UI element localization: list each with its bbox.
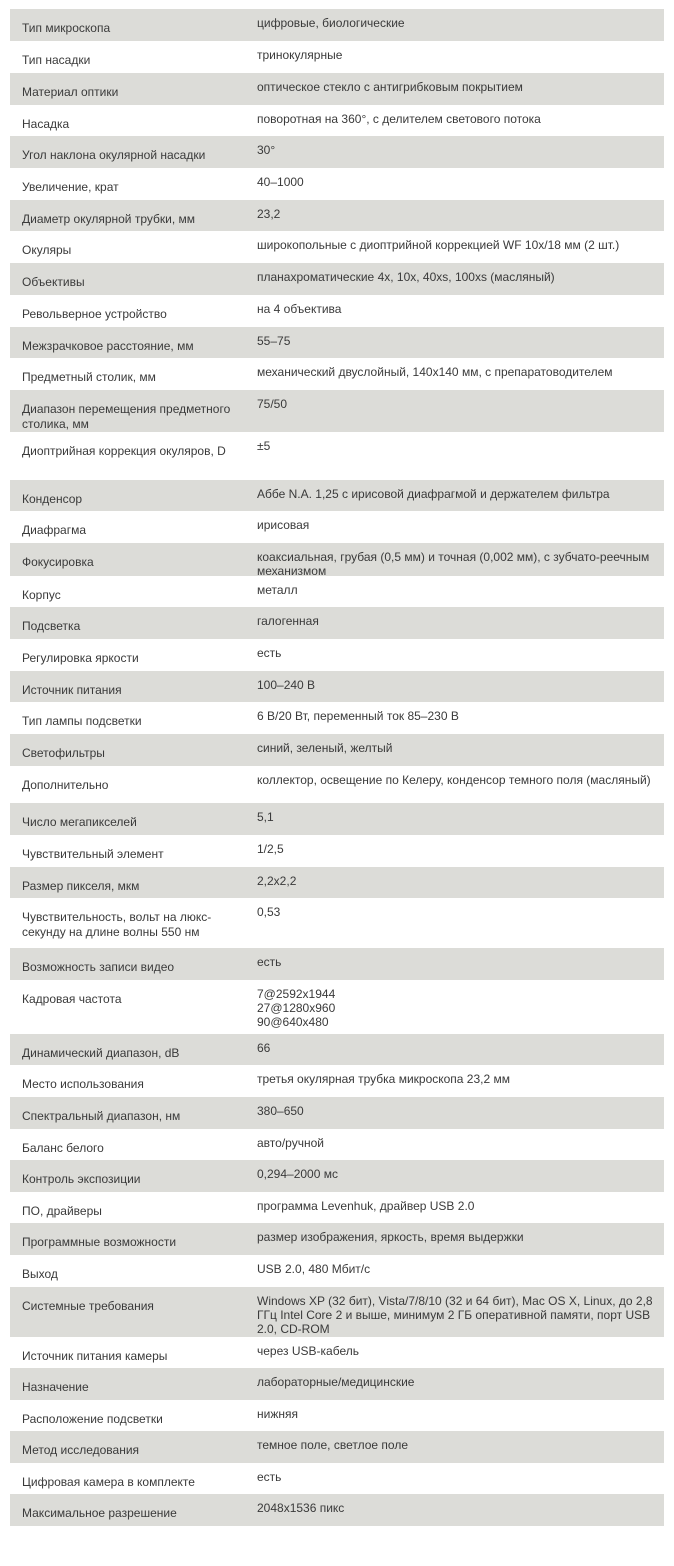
spec-label: Тип лампы подсветки — [22, 714, 142, 728]
spec-label: Контроль экспозиции — [22, 1172, 141, 1186]
spec-row — [10, 1431, 664, 1463]
spec-row — [10, 1287, 664, 1337]
spec-value: через USB-кабель — [257, 1344, 359, 1358]
specs-table — [10, 9, 664, 1526]
spec-value: третья окулярная трубка микроскопа 23,2 мм — [257, 1072, 510, 1086]
spec-row — [10, 136, 664, 168]
spec-value: Аббе N.A. 1,25 с ирисовой диафрагмой и держателем фильтра — [257, 487, 610, 501]
spec-label: Диоптрийная коррекция окуляров, D — [22, 444, 226, 458]
spec-row — [10, 295, 664, 327]
spec-label: Источник питания — [22, 683, 122, 697]
spec-row — [10, 1192, 664, 1223]
spec-label: Регулировка яркости — [22, 651, 139, 665]
spec-value: 7@2592x1944 27@1280x960 90@640x480 — [257, 987, 336, 1029]
spec-row — [10, 1129, 664, 1160]
spec-label: Возможность записи видео — [22, 960, 175, 974]
spec-label: Подсветка — [22, 619, 81, 633]
spec-row — [10, 1463, 664, 1494]
spec-row — [10, 358, 664, 390]
spec-value: 30° — [257, 143, 276, 157]
spec-row — [10, 263, 664, 295]
spec-label: Объективы — [22, 275, 85, 289]
spec-row — [10, 702, 664, 734]
spec-row — [10, 948, 664, 980]
spec-value: 5,1 — [257, 810, 274, 824]
spec-value: есть — [257, 646, 282, 660]
spec-label: Максимальное разрешение — [22, 1506, 177, 1520]
spec-label: Дополнительно — [22, 778, 109, 792]
spec-value: USB 2.0, 480 Мбит/с — [257, 1262, 371, 1276]
spec-label: Источник питания камеры — [22, 1349, 168, 1363]
spec-row — [10, 390, 664, 432]
spec-label: Угол наклона окулярной насадки — [22, 148, 206, 162]
spec-value: ирисовая — [257, 518, 310, 532]
spec-row — [10, 1097, 664, 1129]
spec-row — [10, 766, 664, 803]
spec-label: Предметный столик, мм — [22, 370, 156, 384]
spec-value: 6 В/20 Вт, переменный ток 85–230 В — [257, 709, 459, 723]
spec-label: Чувствительность, вольт на люкс-секунду на длине волны 550 нм — [22, 910, 212, 939]
spec-value: широкопольные с диоптрийной коррекцией WF 10x/18 мм (2 шт.) — [257, 238, 620, 252]
spec-value: 23,2 — [257, 207, 281, 221]
spec-row — [10, 105, 664, 136]
spec-row — [10, 898, 664, 948]
spec-value: есть — [257, 955, 282, 969]
spec-value: лабораторные/медицинские — [257, 1375, 415, 1389]
spec-row — [10, 511, 664, 543]
spec-value: есть — [257, 1470, 282, 1484]
spec-row — [10, 835, 664, 867]
spec-row — [10, 671, 664, 702]
spec-row — [10, 1368, 664, 1400]
spec-row — [10, 576, 664, 607]
spec-value: 2048x1536 пикс — [257, 1501, 345, 1515]
spec-label: Размер пикселя, мкм — [22, 879, 140, 893]
spec-row — [10, 432, 664, 480]
spec-row — [10, 168, 664, 200]
spec-label: Расположение подсветки — [22, 1412, 163, 1426]
spec-value: 0,294–2000 мс — [257, 1167, 338, 1181]
spec-label: Кадровая частота — [22, 992, 122, 1006]
spec-row — [10, 1337, 664, 1368]
spec-label: Межзрачковое расстояние, мм — [22, 339, 194, 353]
spec-value: коаксиальная, грубая (0,5 мм) и точная (0,002 мм), с зубчато-реечным механизмом — [257, 550, 650, 578]
spec-label: Диапазон перемещения предметного столика, мм — [22, 402, 231, 431]
spec-value: 75/50 — [257, 397, 288, 411]
spec-value: синий, зеленый, желтый — [257, 741, 393, 755]
spec-row — [10, 327, 664, 358]
spec-label: Метод исследования — [22, 1443, 140, 1457]
spec-label: Число мегапикселей — [22, 815, 137, 829]
spec-row — [10, 480, 664, 511]
spec-label: Диаметр окулярной трубки, мм — [22, 212, 196, 226]
spec-label: Тип микроскопа — [22, 21, 111, 35]
spec-row — [10, 73, 664, 105]
spec-label: Револьверное устройство — [22, 307, 167, 321]
spec-row — [10, 1255, 664, 1287]
spec-value: 2,2x2,2 — [257, 874, 297, 888]
spec-value: 40–1000 — [257, 175, 304, 189]
spec-row — [10, 607, 664, 639]
spec-label: Выход — [22, 1267, 58, 1281]
spec-row — [10, 980, 664, 1034]
spec-label: Программные возможности — [22, 1235, 177, 1249]
spec-value: оптическое стекло с антигрибковым покрытием — [257, 80, 523, 94]
spec-row — [10, 1223, 664, 1255]
spec-label: Системные требования — [22, 1299, 154, 1313]
spec-value: тринокулярные — [257, 48, 343, 62]
spec-value: темное поле, светлое поле — [257, 1438, 408, 1452]
spec-row — [10, 1034, 664, 1065]
spec-value: планахроматические 4x, 10x, 40xs, 100xs (масляный) — [257, 270, 555, 284]
spec-row — [10, 41, 664, 73]
spec-label: Диафрагма — [22, 523, 87, 537]
spec-value: металл — [257, 583, 298, 597]
spec-row — [10, 734, 664, 766]
spec-label: Назначение — [22, 1380, 89, 1394]
spec-value: 380–650 — [257, 1104, 304, 1118]
spec-row — [10, 1400, 664, 1431]
spec-label: Насадка — [22, 117, 70, 131]
spec-label: Окуляры — [22, 243, 72, 257]
spec-row — [10, 867, 664, 898]
spec-row — [10, 1494, 664, 1526]
spec-label: Корпус — [22, 588, 61, 602]
spec-row — [10, 803, 664, 835]
spec-value: цифровые, биологические — [257, 16, 405, 30]
spec-value: авто/ручной — [257, 1136, 324, 1150]
spec-value: 100–240 В — [257, 678, 316, 692]
spec-value: на 4 объектива — [257, 302, 342, 316]
spec-value: 1/2,5 — [257, 842, 284, 856]
spec-value: коллектор, освещение по Келеру, конденсор темного поля (масляный) — [257, 773, 651, 787]
spec-value: нижняя — [257, 1407, 298, 1421]
spec-row — [10, 543, 664, 576]
spec-label: Цифровая камера в комплекте — [22, 1475, 195, 1489]
spec-row — [10, 639, 664, 671]
spec-row — [10, 9, 664, 41]
spec-label: ПО, драйверы — [22, 1204, 102, 1218]
spec-label: Конденсор — [22, 492, 83, 506]
spec-value: 66 — [257, 1041, 271, 1055]
spec-row — [10, 1160, 664, 1192]
spec-label: Чувствительный элемент — [22, 847, 164, 861]
spec-label: Материал оптики — [22, 85, 119, 99]
spec-value: ±5 — [257, 439, 271, 453]
spec-value: галогенная — [257, 614, 319, 628]
spec-value: 0,53 — [257, 905, 281, 919]
spec-row — [10, 1065, 664, 1097]
spec-value: размер изображения, яркость, время выдержки — [257, 1230, 524, 1244]
spec-value: Windows XP (32 бит), Vista/7/8/10 (32 и 64 бит), Mac OS X, Linux, до 2,8 ГГц Intel Core 2 и выше, минимум 2 ГБ оперативной памяти, порт USB 2.0, CD-ROM — [257, 1294, 653, 1336]
spec-value: поворотная на 360°, с делителем светового потока — [257, 112, 541, 126]
spec-value: программа Levenhuk, драйвер USB 2.0 — [257, 1199, 475, 1213]
spec-row — [10, 200, 664, 231]
spec-value: механический двуслойный, 140x140 мм, с препаратоводителем — [257, 365, 613, 379]
spec-label: Тип насадки — [22, 53, 91, 67]
spec-label: Увеличение, крат — [22, 180, 119, 194]
spec-label: Динамический диапазон, dB — [22, 1046, 180, 1060]
spec-label: Светофильтры — [22, 746, 105, 760]
spec-row — [10, 231, 664, 263]
spec-label: Баланс белого — [22, 1141, 104, 1155]
spec-value: 55–75 — [257, 334, 291, 348]
spec-label: Спектральный диапазон, нм — [22, 1109, 181, 1123]
spec-label: Место использования — [22, 1077, 144, 1091]
spec-label: Фокусировка — [22, 555, 94, 569]
